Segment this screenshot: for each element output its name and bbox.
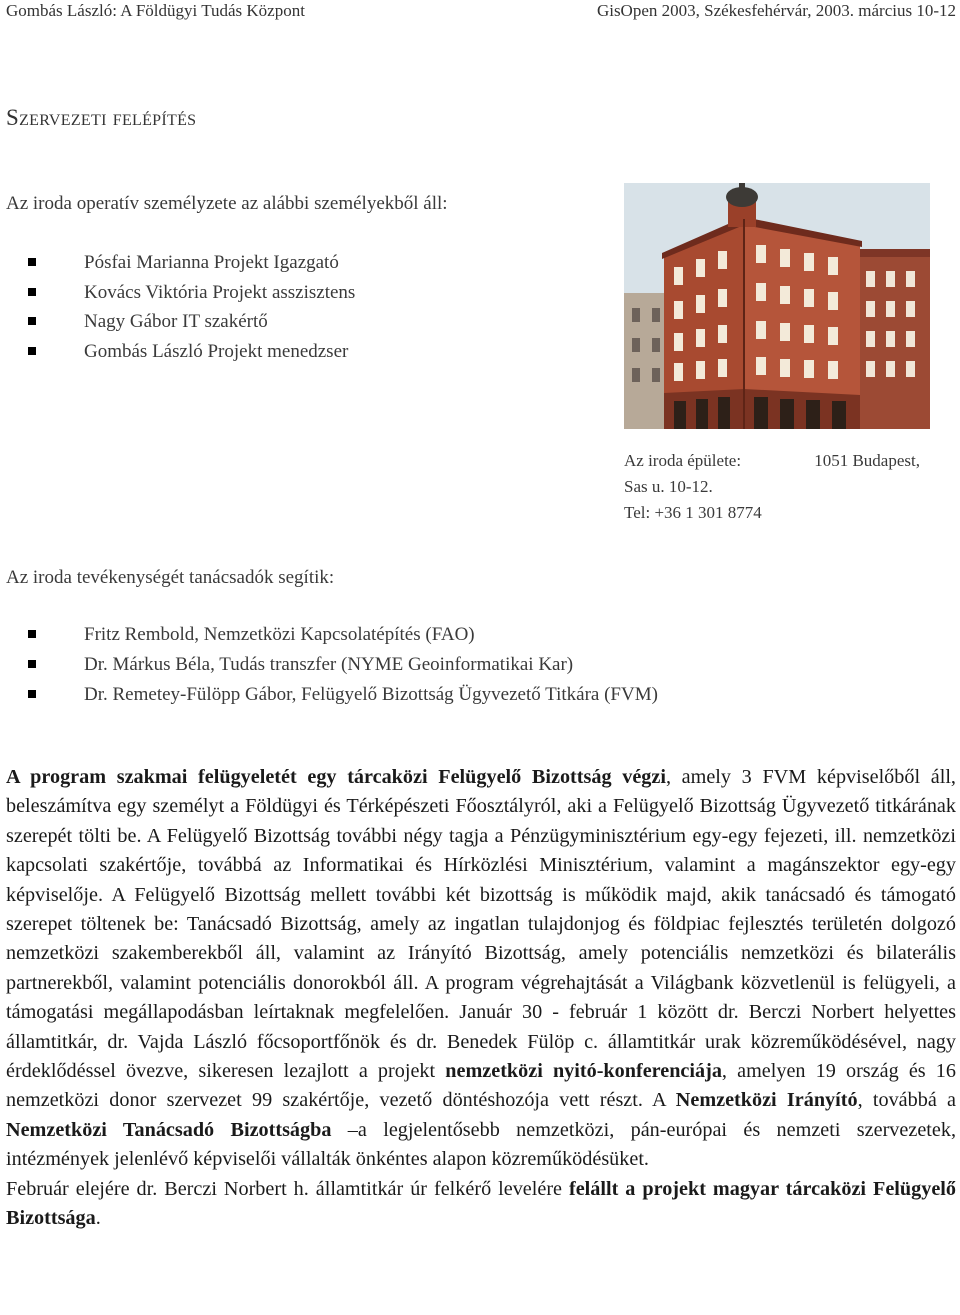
list-item: [28, 248, 355, 278]
list-item: [28, 650, 658, 680]
body-span: , továbbá a: [857, 1089, 956, 1112]
staff-name: Kovács Viktória Projekt asszisztens: [84, 281, 356, 303]
office-building-photo: [624, 183, 930, 429]
list-item: [28, 307, 355, 337]
list-item: [28, 278, 355, 308]
section-title: Szervezeti felépítés: [6, 105, 197, 130]
paragraph-committee: [6, 1175, 956, 1234]
caption-phone: Tel: +36 1 301 8774: [624, 503, 762, 522]
caption-address: Sas u. 10-12.: [624, 477, 713, 496]
staff-name: Nagy Gábor IT szakértő: [84, 311, 268, 332]
caption-label: Az iroda épülete:: [624, 451, 742, 470]
advisors-intro: Az iroda tevékenységét tanácsadók segítik:: [6, 567, 335, 588]
bold-text: felállt a projekt magyar tárcaközi Felügyelő Bizottsága: [6, 1177, 956, 1230]
body-span: , amely 3 FVM képviselőből áll, beleszámítva egy személyt a Földügyi és Térképészeti Főosztályról, aki a Felügyelő Bizottság Ügyvezető titkárának szerepét tölti be. A Felügyelő Bizottság további négy tagja a Pénzügyminisztérium egy-egy fejezeti, ill. nemzetközi kapcsolati szakértője, továbbá az Informatikai és Hírközlési Minisztérium, valamint a magánszektor egy-egy képviselője. A Felügyelő Bizottság mellett további két bizottság is működik majd, akik tanácsadó és támogató szerepet töltenek be: Tanácsadó Bizottság, amely az ingatlan tulajdonjog és földpiac fejlesztés területén dolgozó nemzetközi szakemberekből áll, valamint az Irányító Bizottság, amely potenciális nemzetközi és bilaterális partnerekből, valamint potenciális donorokból áll. A program végrehajtását a Világbank közvetlenül is felügyeli, a támogatási megállapodásban leírtaknak megfelelően. Január 30 - február 1 között dr. Berczi Norbert helyettes államtitkár, dr. Vajda László főcsoportfőnök és dr. Benedek Fülöp c. államtitkár urak közreműködésével, nagy érdeklődéssel övezve, sikeresen lezajlott a projekt: [6, 766, 956, 1083]
staff-intro: Az iroda operatív személyzete az alábbi személyekből áll:: [6, 193, 448, 214]
advisor-list: [28, 620, 658, 710]
body-text: [6, 763, 956, 1234]
body-span: Február elejére dr. Berczi Norbert h. államtitkár úr felkérő levelére: [6, 1177, 569, 1200]
staff-name: Pósfai Marianna Projekt Igazgató: [84, 252, 339, 273]
list-item: [28, 337, 355, 367]
body-span: .: [95, 1207, 101, 1230]
photo-caption: [624, 448, 920, 526]
header-right-text: GisOpen 2003, Székesfehérvár, 2003. március 10-12: [596, 1, 956, 20]
paragraph-supervision: [6, 763, 956, 1175]
bold-text: A program szakmai felügyeletét egy tárcaközi Felügyelő Bizottság végzi: [6, 766, 666, 788]
advisor-entry: Dr. Remetey-Fülöpp Gábor, Felügyelő Bizottság Ügyvezető Titkára (FVM): [84, 684, 658, 705]
bold-text: nemzetközi nyitó-konferenciája: [445, 1060, 722, 1083]
bullet-icon: [28, 660, 36, 668]
advisor-entry: Dr. Márkus Béla, Tudás transzfer (NYME Geoinformatikai Kar): [84, 654, 574, 675]
list-item: [28, 620, 658, 650]
building-illustration: [624, 183, 930, 429]
advisor-entry: Fritz Rembold, Nemzetközi Kapcsolatépítés (FAO): [84, 624, 475, 645]
bullet-icon: [28, 630, 36, 638]
caption-line-1: [624, 448, 920, 474]
list-item: [28, 680, 658, 710]
header-left-text: Gombás László: A Földügyi Tudás Központ: [6, 1, 305, 20]
bullet-icon: [28, 258, 36, 266]
body-span: , amelyen 19 ország és 16 nemzetközi donor szervezet 99 szakértője, vezető döntéshozója vett részt. A: [6, 1060, 956, 1112]
body-span: –a legjelentősebb nemzetközi, pán-európai és nemzeti szervezetek, intézmények jelenlévő képviselői vállalták önkéntes alapon közreműködésüket.: [6, 1118, 956, 1171]
bullet-icon: [28, 288, 36, 296]
bullet-icon: [28, 690, 36, 698]
caption-city: 1051 Budapest,: [814, 451, 920, 470]
bullet-icon: [28, 317, 36, 325]
staff-name: Gombás László Projekt menedzser: [84, 340, 349, 362]
staff-list: [28, 248, 355, 366]
bold-text: Nemzetközi Irányító: [675, 1089, 858, 1112]
bullet-icon: [28, 347, 36, 355]
bold-text: Nemzetközi Tanácsadó Bizottságba: [6, 1118, 332, 1141]
